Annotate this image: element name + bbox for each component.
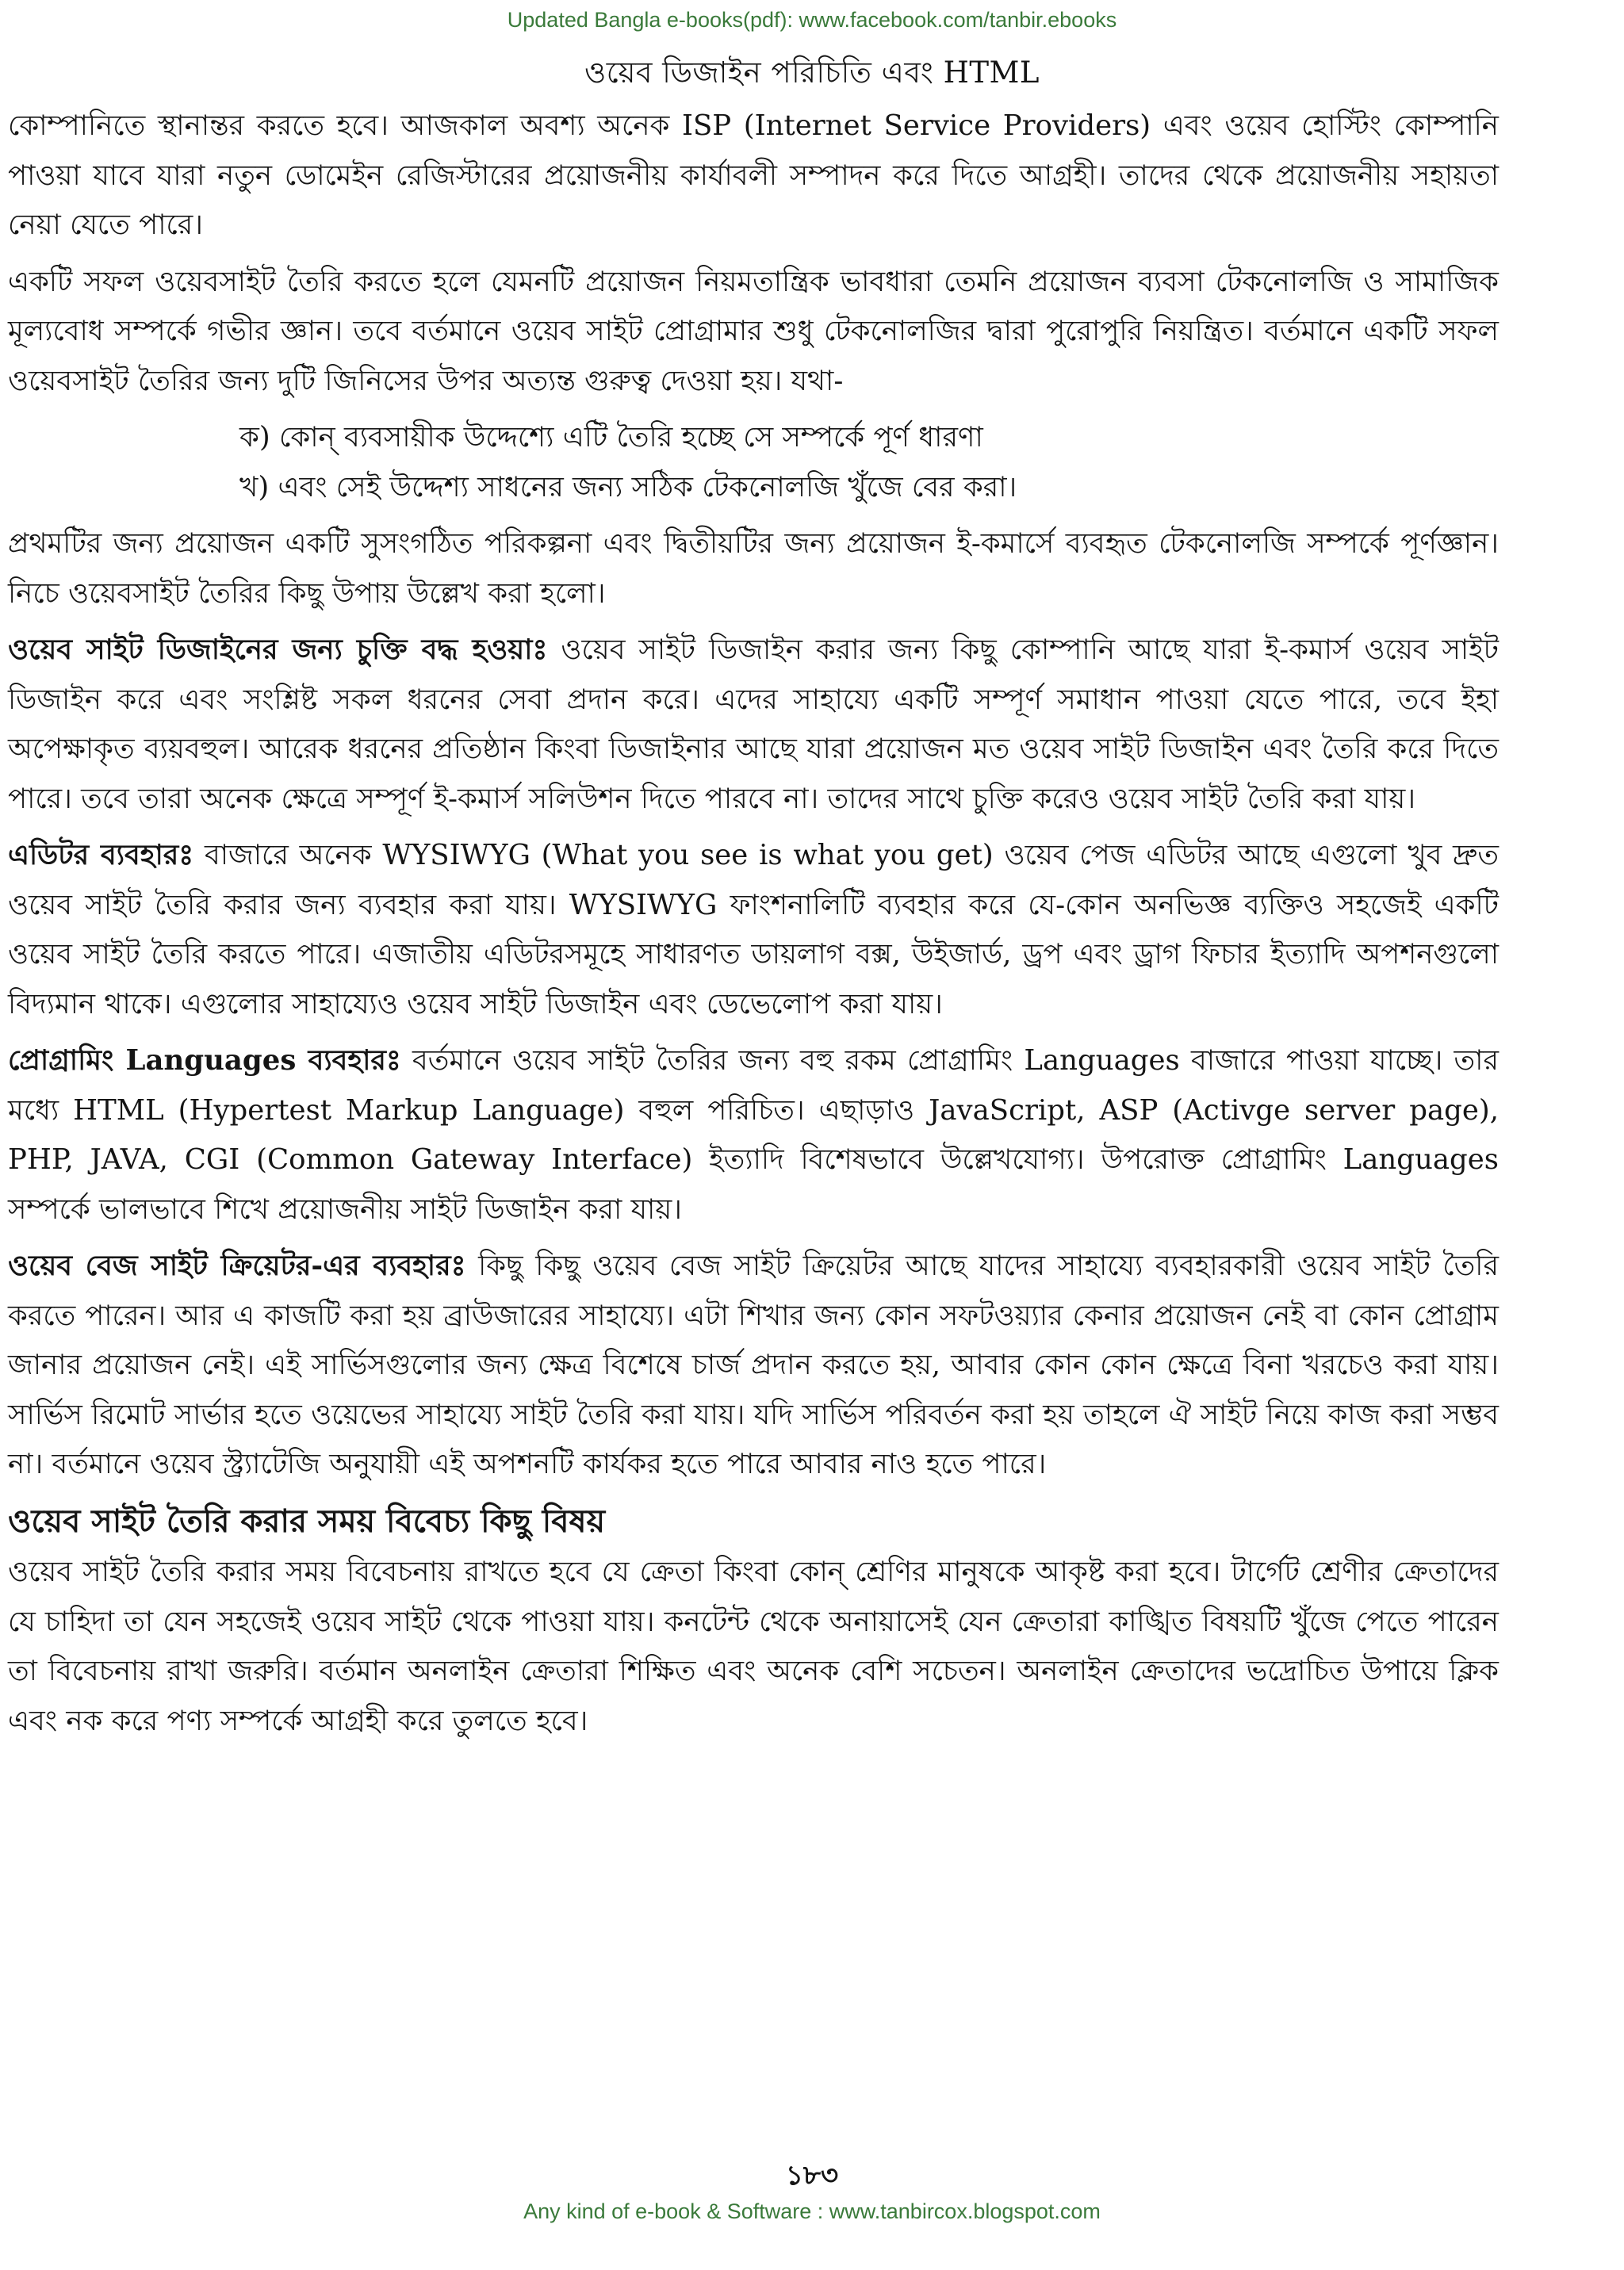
paragraph-successful-website: একটি সফল ওয়েবসাইট তৈরি করতে হলে যেমনটি প্রয়োজন নিয়মতান্ত্রিক ভাবধারা তেমনি প্রয়োজন ব্যবসা টেকনোলজি ও সামাজিক মূল্যবোধ সম্পর্কে গভীর জ্ঞান। তবে বর্তমানে ওয়েব সাইট প্রোগ্রামার শুধু টেকনোলজির দ্বারা পুরোপুরি নিয়ন্ত্রিত। বর্তমানে একটি সফল ওয়েবসাইট তৈরির জন্য দুটি জিনিসের উপর অত্যন্ত গুরুত্ব দেওয়া হয়। যথা-	[8, 265, 1499, 397]
section-title: ওয়েব বেজ সাইট ক্রিয়েটর-এর ব্যবহারঃ	[8, 1250, 466, 1282]
section-programming-languages	[8, 1036, 1499, 1235]
section-title: প্রোগ্রামিং Languages ব্যবহারঃ	[8, 1044, 401, 1077]
list-item-ka: ক) কোন্ ব্যবসায়ীক উদ্দেশ্যে এটি তৈরি হচ্ছে সে সম্পর্কে পূর্ণ ধারণা	[239, 421, 983, 454]
section-heading: ওয়েব সাইট তৈরি করার সময় বিবেচ্য কিছু বিষয়	[8, 1502, 606, 1540]
section-web-site-creator	[8, 1242, 1499, 1490]
section-title: এডিটর ব্যবহারঃ	[8, 839, 194, 871]
section-editor	[8, 831, 1499, 1029]
list-item-kha: খ) এবং সেই উদ্দেশ্য সাধনের জন্য সঠিক টেকনোলজি খুঁজে বের করা।	[239, 470, 1017, 503]
section-body: বাজারে অনেক WYSIWYG (What you see is what you get) ওয়েব পেজ এডিটর আছে এগুলো খুব দ্রুত ওয়েব সাইট তৈরি করার জন্য ব্যবহার করা যায়। WYSIWYG ফাংশনালিটি ব্যবহার করে যে-কোন অনভিজ্ঞ ব্যক্তিও সহজেই একটি ওয়েব সাইট তৈরি করতে পারে। এজাতীয় এডিটরসমূহে সাধারণত ডায়লাগ বক্স, উইজার্ড, ড্রপ এবং ড্রাগ ফিচার ইত্যাদি অপশনগুলো বিদ্যমান থাকে। এগুলোর সাহায্যেও ওয়েব সাইট ডিজাইন এবং ডেভেলোপ করা যায়।	[8, 839, 1499, 1020]
page-body	[8, 101, 1499, 1753]
section-title: ওয়েব সাইট ডিজাইনের জন্য চুক্তি বদ্ধ হওয়াঃ	[8, 634, 548, 666]
section-body: ওয়েব সাইট ডিজাইন করার জন্য কিছু কোম্পানি আছে যারা ই-কমার্স ওয়েব সাইট ডিজাইন করে এবং সংশ্লিষ্ট সকল ধরনের সেবা প্রদান করে। এদের সাহায্যে একটি সম্পূর্ণ সমাধান পাওয়া যেতে পারে, তবে ইহা অপেক্ষাকৃত ব্যয়বহুল। আরেক ধরনের প্রতিষ্ঠান কিংবা ডিজাইনার আছে যারা প্রয়োজন মত ওয়েব সাইট ডিজাইন এবং তৈরি করে দিতে পারে। তবে তারা অনেক ক্ষেত্রে সম্পূর্ণ ই-কমার্স সলিউশন দিতে পারবে না। তাদের সাথে চুক্তি করেও ওয়েব সাইট তৈরি করা যায়।	[8, 634, 1500, 815]
watermark-bottom: Any kind of e-book & Software : www.tanbircox.blogspot.com	[523, 2199, 1101, 2223]
paragraph-isp: কোম্পানিতে স্থানান্তর করতে হবে। আজকাল অবশ্য অনেক ISP (Internet Service Providers) এবং ওয়েব হোস্টিং কোম্পানি পাওয়া যাবে যারা নতুন ডোমেইন রেজিস্টারের প্রয়োজনীয় কার্যাবলী সম্পাদন করে দিতে আগ্রহী। তাদের থেকে প্রয়োজনীয় সহায়তা নেয়া যেতে পারে।	[8, 109, 1499, 241]
section-contract-design	[8, 626, 1499, 824]
paragraph-considerations: ওয়েব সাইট তৈরি করার সময় বিবেচনায় রাখতে হবে যে ক্রেতা কিংবা কোন্ শ্রেণির মানুষকে আকৃষ্ট করা হবে। টার্গেট শ্রেণীর ক্রেতাদের যে চাহিদা তা যেন সহজেই ওয়েব সাইট থেকে পাওয়া যায়। কনটেন্ট থেকে অনায়াসেই যেন ক্রেতারা কাঙ্খিত বিষয়টি খুঁজে পেতে পারেন তা বিবেচনায় রাখা জরুরি। বর্তমান অনলাইন ক্রেতারা শিক্ষিত এবং অনেক বেশি সচেতন। অনলাইন ক্রেতাদের ভদ্রোচিত উপায়ে ক্লিক এবং নক করে পণ্য সম্পর্কে আগ্রহী করে তুলতে হবে।	[8, 1556, 1499, 1737]
running-head: ওয়েব ডিজাইন পরিচিতি এবং HTML	[584, 56, 1040, 90]
paragraph-planning: প্রথমটির জন্য প্রয়োজন একটি সুসংগঠিত পরিকল্পনা এবং দ্বিতীয়টির জন্য প্রয়োজন ই-কমার্সে ব্যবহৃত টেকনোলজি সম্পর্কে পূর্ণজ্ঞান। নিচে ওয়েবসাইট তৈরির কিছু উপায় উল্লেখ করা হলো।	[8, 527, 1499, 610]
page-number: ১৮৩	[785, 2160, 839, 2192]
section-body: কিছু কিছু ওয়েব বেজ সাইট ক্রিয়েটর আছে যাদের সাহায্যে ব্যবহারকারী ওয়েব সাইট তৈরি করতে পারেন। আর এ কাজটি করা হয় ব্রাউজারের সাহায্যে। এটা শিখার জন্য কোন সফটওয়্যার কেনার প্রয়োজন নেই বা কোন প্রোগ্রাম জানার প্রয়োজন নেই। এই সার্ভিসগুলোর জন্য ক্ষেত্র বিশেষে চার্জ প্রদান করতে হয়, আবার কোন কোন ক্ষেত্রে বিনা খরচেও করা যায়। সার্ভিস রিমোট সার্ভার হতে ওয়েভের সাহায্যে সাইট তৈরি করা যায়। যদি সার্ভিস পরিবর্তন করা হয় তাহলে ঐ সাইট নিয়ে কাজ করা সম্ভব না। বর্তমানে ওয়েব স্ট্র্যাটেজি অনুযায়ী এই অপশনটি কার্যকর হতে পারে আবার নাও হতে পারে।	[8, 1250, 1499, 1480]
section-body: বর্তমানে ওয়েব সাইট তৈরির জন্য বহু রকম প্রোগ্রামিং Languages বাজারে পাওয়া যাচ্ছে। তার মধ্যে HTML (Hypertest Markup Language) বহুল পরিচিত। এছাড়াও JavaScript, ASP (Activge server page), PHP, JAVA, CGI (Common Gateway Interface) ইত্যাদি বিশেষভাবে উল্লেখযোগ্য। উপরোক্ত প্রোগ্রামিং Languages সম্পর্কে ভালভাবে শিখে প্রয়োজনীয় সাইট ডিজাইন করা যায়।	[8, 1044, 1499, 1226]
watermark-top: Updated Bangla e-books(pdf): www.facebook.com/tanbir.ebooks	[507, 8, 1117, 32]
